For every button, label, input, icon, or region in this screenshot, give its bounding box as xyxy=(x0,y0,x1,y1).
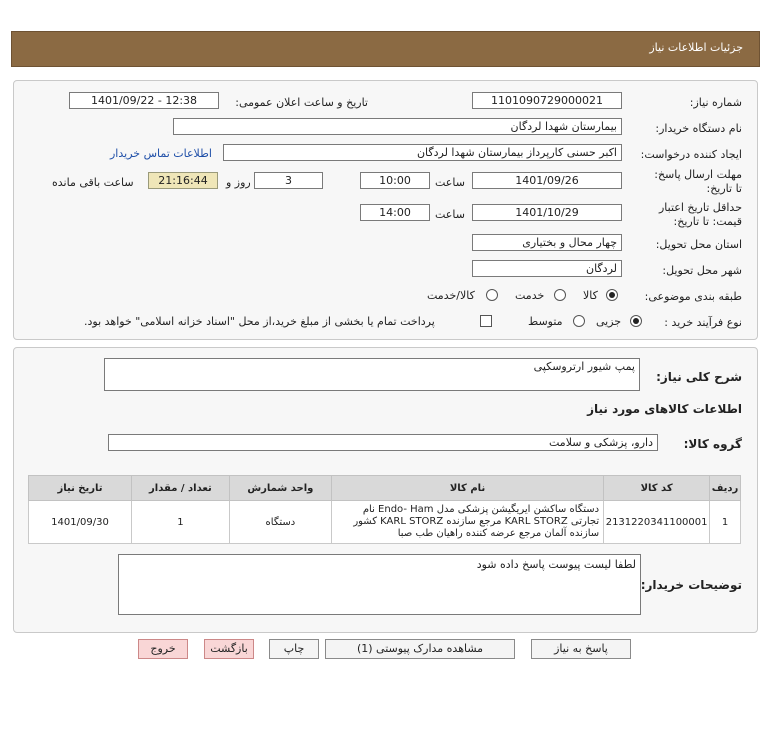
col-header-qty: تعداد / مقدار xyxy=(132,476,230,501)
city-field: لردگان xyxy=(472,260,622,277)
reply-button[interactable]: پاسخ به نیاز xyxy=(531,639,631,659)
city-label: شهر محل تحویل: xyxy=(662,264,742,277)
need-desc-label: شرح کلی نیاز: xyxy=(656,370,742,384)
table-row xyxy=(29,501,741,544)
category-option-goods-service: کالا/خدمت xyxy=(427,289,475,302)
treasury-payment-checkbox[interactable] xyxy=(480,315,492,327)
need-desc-field: پمپ شیور ارتروسکپی xyxy=(104,358,640,391)
reply-date-field: 1401/09/26 xyxy=(472,172,622,189)
category-option-service: خدمت xyxy=(515,289,545,302)
buyer-org-label: نام دستگاه خریدار: xyxy=(655,122,742,135)
back-button[interactable]: بازگشت xyxy=(204,639,254,659)
category-radio-goods[interactable] xyxy=(606,289,618,301)
col-header-name: نام کالا xyxy=(331,476,603,501)
buyer-notes-label: توضیحات خریدار: xyxy=(640,578,742,592)
col-header-unit: واحد شمارش xyxy=(229,476,331,501)
goods-group-label: گروه کالا: xyxy=(683,437,742,451)
process-radio-medium[interactable] xyxy=(573,315,585,327)
announce-label: تاریخ و ساعت اعلان عمومی: xyxy=(235,96,368,109)
contact-buyer-link[interactable]: اطلاعات تماس خریدار xyxy=(110,147,212,160)
cell-date: 1401/09/30 xyxy=(29,501,132,544)
process-label: نوع فرآیند خرید : xyxy=(664,316,742,329)
category-radio-goods-service[interactable] xyxy=(486,289,498,301)
cell-code: 2131220341100001 xyxy=(604,501,710,544)
need-number-field: 1101090729000021 xyxy=(472,92,622,109)
days-label: روز و xyxy=(226,176,251,189)
process-option-medium: متوسط xyxy=(528,315,563,328)
remaining-label: ساعت باقی مانده xyxy=(52,176,134,189)
process-option-minor: جزیی xyxy=(596,315,622,328)
requester-field: اکبر حسنی کارپرداز بیمارستان شهدا لردگان xyxy=(223,144,622,161)
page-title: جزئیات اطلاعات نیاز xyxy=(649,41,743,54)
col-header-date: تاریخ نیاز xyxy=(29,476,132,501)
table-header-row xyxy=(29,476,741,501)
goods-table xyxy=(28,475,741,544)
treasury-payment-note: پرداخت تمام یا بخشی از مبلغ خرید،از محل "اسناد خزانه اسلامی" خواهد بود. xyxy=(84,315,435,328)
reply-time-label: ساعت xyxy=(435,176,465,189)
need-number-label: شماره نیاز: xyxy=(689,96,742,109)
print-button[interactable]: چاپ xyxy=(269,639,319,659)
col-header-code: کد کالا xyxy=(604,476,710,501)
validity-time-field: 14:00 xyxy=(360,204,430,221)
announce-field: 1401/09/22 - 12:38 xyxy=(69,92,219,109)
validity-time-label: ساعت xyxy=(435,208,465,221)
process-radio-minor[interactable] xyxy=(630,315,642,327)
page-header xyxy=(11,31,760,67)
cell-qty: 1 xyxy=(132,501,230,544)
days-field: 3 xyxy=(254,172,323,189)
category-option-goods: کالا xyxy=(583,289,598,302)
goods-group-field: دارو، پزشکی و سلامت xyxy=(108,434,658,451)
category-label: طبقه بندی موضوعی: xyxy=(644,290,742,303)
validity-date-field: 1401/10/29 xyxy=(472,204,622,221)
cell-unit: دستگاه xyxy=(229,501,331,544)
buyer-org-field: بیمارستان شهدا لردگان xyxy=(173,118,622,135)
reply-time-field: 10:00 xyxy=(360,172,430,189)
exit-button[interactable]: خروج xyxy=(138,639,188,659)
goods-info-title: اطلاعات کالاهای مورد نیاز xyxy=(587,402,742,416)
validity-label: حداقل تاریخ اعتبار قیمت: تا تاریخ: xyxy=(658,201,742,228)
buyer-notes-field: لطفا لیست پیوست پاسخ داده شود xyxy=(118,554,641,615)
attachments-button[interactable]: مشاهده مدارک پیوستی (1) xyxy=(325,639,515,659)
province-field: چهار محال و بختیاری xyxy=(472,234,622,251)
remaining-time: 21:16:44 xyxy=(148,172,218,189)
cell-row-no: 1 xyxy=(710,501,741,544)
reply-deadline-label: مهلت ارسال پاسخ: تا تاریخ: xyxy=(654,168,742,195)
category-radio-service[interactable] xyxy=(554,289,566,301)
province-label: استان محل تحویل: xyxy=(655,238,742,251)
col-header-row-no: ردیف xyxy=(710,476,741,501)
cell-name: دستگاه ساکشن ایریگیشن پزشکی مدل Endo- Ham نام تجارتی KARL STORZ مرجع سازنده KARL STORZ کشور سازنده آلمان مرجع عرضه کننده راهیان طب صبا xyxy=(331,501,603,544)
requester-label: ایجاد کننده درخواست: xyxy=(640,148,742,161)
